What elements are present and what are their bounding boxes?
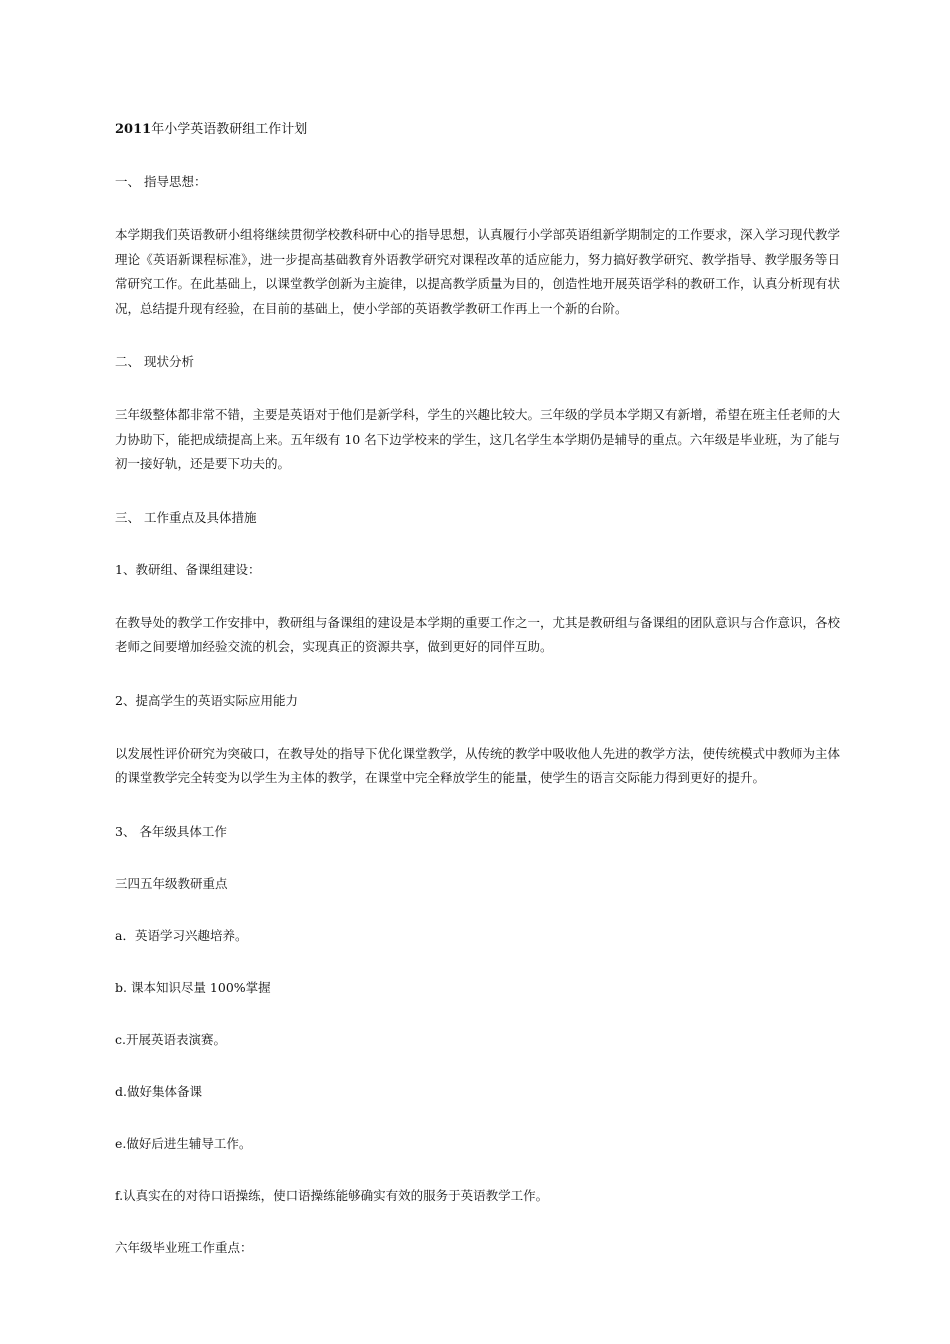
list-item: f.认真实在的对待口语操练，使口语操练能够确实有效的服务于英语教学工作。 xyxy=(115,1187,549,1203)
subheading-grades-3-5: 三四五年级教研重点 xyxy=(115,875,228,891)
list-item: c.开展英语表演赛。 xyxy=(115,1031,226,1047)
paragraph-status-analysis: 三年级整体都非常不错，主要是英语对于他们是新学科，学生的兴趣比较大。三年级的学员本学期又有新增，希望在班主任老师的大力协助下，能把成绩提高上来。五年级有 10 名下边学校来的学生，这几名学生本学期仍是辅导的重点。六年级是毕业班，为了能与初一接好轨，还是要下功夫的。 xyxy=(115,407,841,471)
subheading-grade-6: 六年级毕业班工作重点： xyxy=(115,1239,253,1255)
list-item: d.做好集体备课 xyxy=(115,1083,202,1099)
subheading-group-building: 1、教研组、备课组建设： xyxy=(115,561,261,577)
title-text: 年小学英语教研组工作计划 xyxy=(151,122,308,137)
subheading-application-ability: 2、提高学生的英语实际应用能力 xyxy=(115,692,298,708)
list-item: b. 课本知识尽量 100%掌握 xyxy=(115,979,271,995)
section-heading-work-focus: 三、 工作重点及具体措施 xyxy=(115,509,257,525)
section-heading-status-analysis: 二、 现状分析 xyxy=(115,354,194,369)
list-item: e.做好后进生辅导工作。 xyxy=(115,1135,252,1151)
paragraph-guiding-ideology: 本学期我们英语教研小组将继续贯彻学校教科研中心的指导思想，认真履行小学部英语组新学期制定的工作要求，深入学习现代教学理论《英语新课程标准》，进一步提高基础教育外语教学研究对课程改革的适应能力，努力搞好教学研究、教学指导、教学服务等日常研究工作。在此基础上，以课堂教学创新为主旋律，以提高教学质量为目的，创造性地开展英语学科的教研工作，认真分析现有状况，总结提升现有经验，在目前的基础上，使小学部的英语教学教研工作再上一个新的台阶。 xyxy=(115,227,841,316)
paragraph-group-building: 在教导处的教学工作安排中，教研组与备课组的建设是本学期的重要工作之一，尤其是教研组与备课组的团队意识与合作意识，各校老师之间要增加经验交流的机会，实现真正的资源共享，做到更好的同伴互助。 xyxy=(115,614,841,654)
document-title xyxy=(115,119,840,141)
list-item: a．英语学习兴趣培养。 xyxy=(115,927,248,943)
section-heading-guiding-ideology: 一、 指导思想： xyxy=(115,174,207,189)
title-year: 2011 xyxy=(115,122,152,137)
subheading-grade-work: 3、 各年级具体工作 xyxy=(115,823,227,839)
paragraph-application-ability: 以发展性评价研究为突破口，在教导处的指导下优化课堂教学，从传统的教学中吸收他人先进的教学方法，使传统模式中教师为主体的课堂教学完全转变为以学生为主体的教学，在课堂中完全释放学生的能量，使学生的语言交际能力得到更好的提升。 xyxy=(115,745,841,785)
document-body xyxy=(115,119,840,1289)
